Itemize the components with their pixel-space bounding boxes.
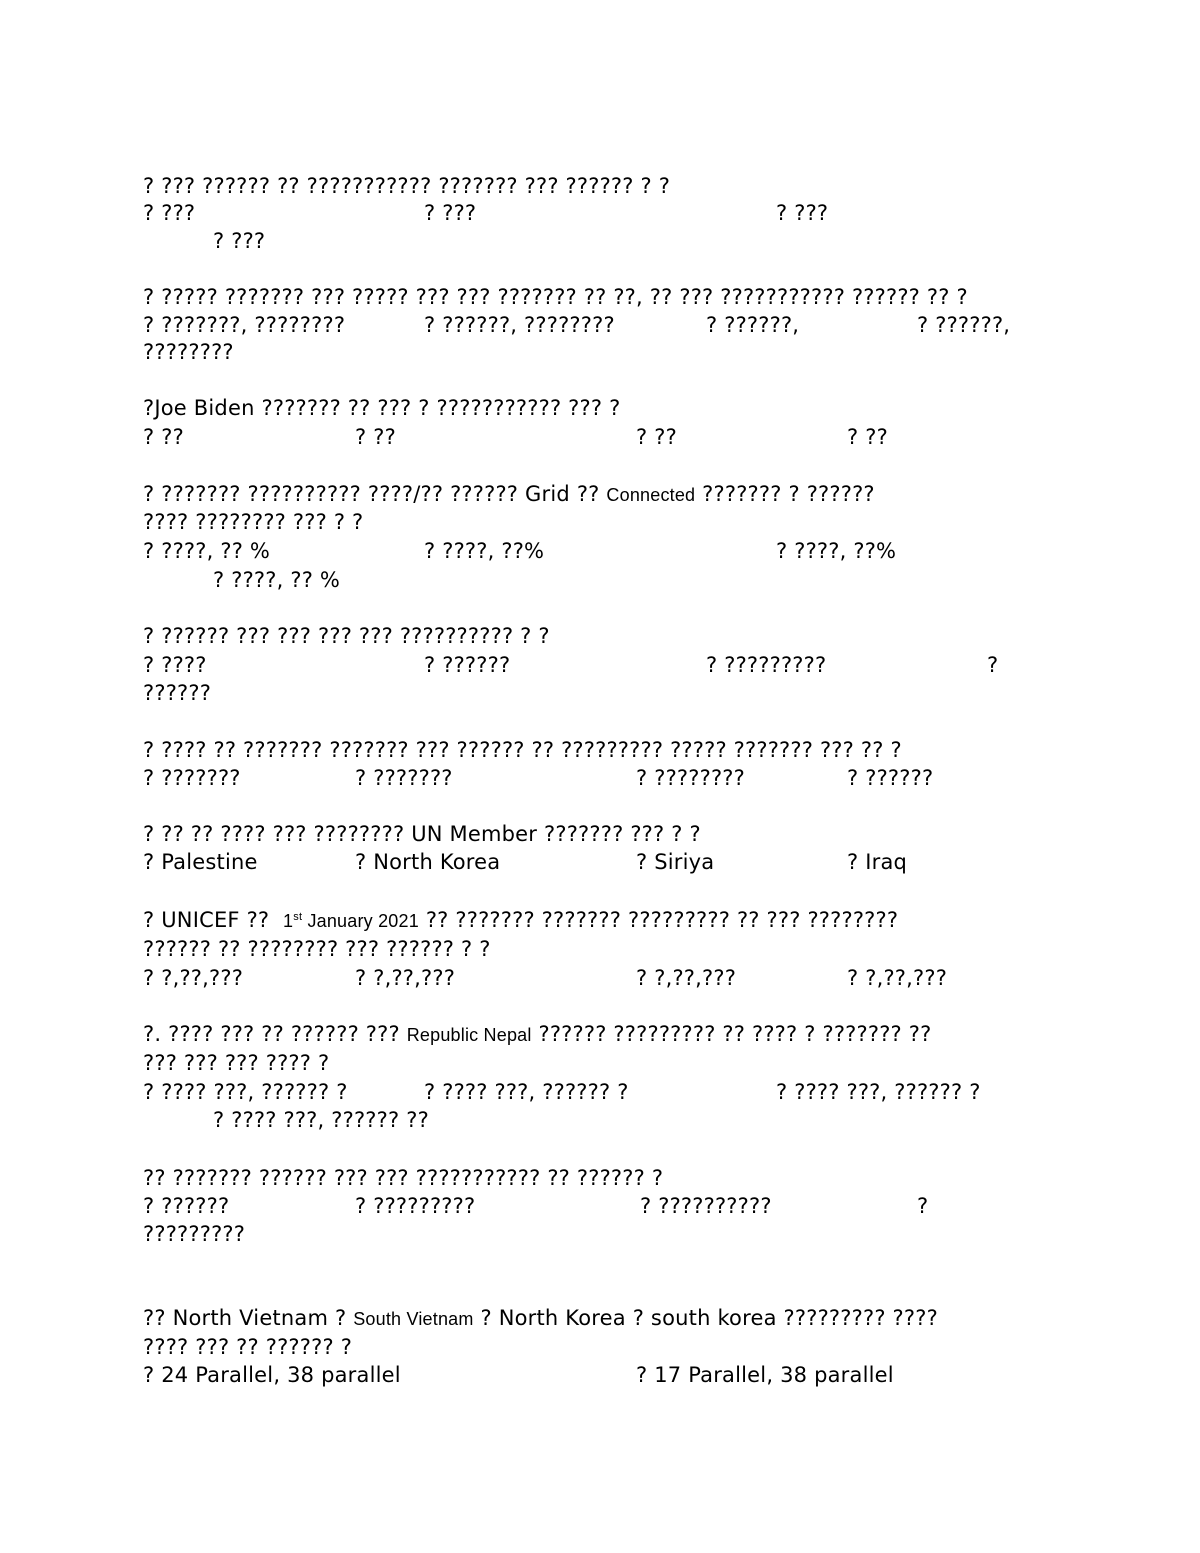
q10-question: ?? ??????? ?????? ??? ??? ??????????? ?? ?????? ?	[143, 1166, 664, 1190]
q4-option-b: ? ????, ??%	[424, 539, 545, 563]
q2-option-a: ? ???????, ????????	[143, 313, 346, 337]
q2-option-c: ? ??????,	[706, 313, 800, 337]
q8-option-b: ? ?,??,???	[355, 966, 456, 990]
q4-question-cont: ???? ???????? ??? ? ?	[143, 510, 364, 534]
q3-question	[143, 394, 620, 422]
q8-question-pre: ? UNICEF ??	[143, 908, 270, 932]
q4-option-a: ? ????, ?? %	[143, 539, 271, 563]
q10-option-d-cont: ?????????	[143, 1222, 246, 1246]
q1-option-b: ? ???	[424, 201, 477, 225]
q2-question: ? ????? ??????? ??? ????? ??? ??? ??????? ?? ??, ?? ??? ??????????? ?????? ?? ?	[143, 285, 968, 309]
q11-option-b: ? 17 Parallel, 38 parallel	[636, 1363, 894, 1387]
q5-option-d-cont: ??????	[143, 681, 212, 705]
q11-question-sv: South Vietnam	[353, 1309, 474, 1329]
q7-option-d: ? Iraq	[847, 850, 908, 874]
q5-option-a: ? ????	[143, 653, 207, 677]
q4-option-c: ? ????, ??%	[776, 539, 897, 563]
q11-question-pre: ?? North Vietnam ?	[143, 1306, 347, 1330]
q8-option-a: ? ?,??,???	[143, 966, 244, 990]
q10-option-d: ?	[917, 1194, 929, 1218]
q2-option-b: ? ??????, ????????	[424, 313, 615, 337]
q9-question-post: ?????? ????????? ?? ???? ? ??????? ??	[538, 1022, 932, 1046]
q10-option-a: ? ??????	[143, 1194, 230, 1218]
q2-option-d-cont: ????????	[143, 340, 234, 364]
q3-option-d: ? ??	[847, 425, 888, 449]
q3-question-name: Joe Biden	[154, 396, 255, 420]
q8-option-c: ? ?,??,???	[636, 966, 737, 990]
q6-option-c: ? ????????	[636, 766, 745, 790]
q9-option-b: ? ???? ???, ?????? ?	[424, 1080, 629, 1104]
q9-option-d: ? ???? ???, ?????? ??	[213, 1108, 429, 1132]
q7-question-post: ??????? ??? ? ?	[544, 822, 701, 846]
q8-question-date-rest: January 2021	[307, 911, 419, 931]
q11-question	[143, 1304, 938, 1333]
q9-question	[143, 1020, 931, 1049]
q4-question-grid: Grid	[525, 482, 570, 506]
q5-option-b: ? ??????	[424, 653, 511, 677]
q11-option-a: ? 24 Parallel, 38 parallel	[143, 1363, 401, 1387]
q6-question: ? ???? ?? ??????? ??????? ??? ?????? ?? ????????? ????? ??????? ??? ?? ?	[143, 738, 902, 762]
q3-option-c: ? ??	[636, 425, 677, 449]
q9-question-cont: ??? ??? ??? ???? ?	[143, 1051, 330, 1075]
q6-option-b: ? ???????	[355, 766, 453, 790]
q7-question	[143, 820, 701, 848]
q8-question-post: ?? ??????? ??????? ????????? ?? ??? ????????	[425, 908, 899, 932]
q7-option-a: ? Palestine	[143, 850, 258, 874]
q8-question-date-sup: st	[293, 911, 303, 923]
q1-option-d: ? ???	[213, 229, 266, 253]
q9-question-pre: ?. ???? ??? ?? ?????? ???	[143, 1022, 400, 1046]
q4-question-mid: ??	[576, 482, 600, 506]
q3-question-pre: ?	[143, 396, 155, 420]
q8-question-cont: ?????? ?? ???????? ??? ?????? ? ?	[143, 937, 491, 961]
q6-option-a: ? ???????	[143, 766, 241, 790]
q1-option-a: ? ???	[143, 201, 196, 225]
q4-option-d: ? ????, ?? %	[213, 568, 341, 592]
q8-option-d: ? ?,??,???	[847, 966, 948, 990]
q3-option-b: ? ??	[355, 425, 396, 449]
q1-question: ? ??? ?????? ?? ??????????? ??????? ??? ?????? ? ?	[143, 174, 671, 198]
q9-question-rep: Republic Nepal	[406, 1025, 532, 1045]
q6-option-d: ? ??????	[847, 766, 934, 790]
q7-option-b: ? North Korea	[355, 850, 501, 874]
q2-option-d: ? ??????,	[917, 313, 1011, 337]
q3-question-post: ??????? ?? ??? ? ??????????? ??? ?	[261, 396, 621, 420]
q5-option-c: ? ?????????	[706, 653, 827, 677]
q8-question-date	[283, 911, 419, 931]
q10-option-b: ? ?????????	[355, 1194, 476, 1218]
q7-option-c: ? Siriya	[636, 850, 715, 874]
q4-question	[143, 480, 875, 509]
q5-question: ? ?????? ??? ??? ??? ??? ?????????? ? ?	[143, 624, 550, 648]
q9-option-a: ? ???? ???, ?????? ?	[143, 1080, 348, 1104]
q4-question-post: ??????? ? ??????	[702, 482, 875, 506]
q4-question-pre: ? ??????? ?????????? ????/?? ??????	[143, 482, 519, 506]
q7-question-pre: ? ?? ?? ???? ??? ????????	[143, 822, 405, 846]
q1-option-c: ? ???	[776, 201, 829, 225]
q10-option-c: ? ??????????	[640, 1194, 772, 1218]
q3-option-a: ? ??	[143, 425, 184, 449]
q8-question-date-num: 1	[283, 911, 294, 931]
q5-option-d: ?	[987, 653, 999, 677]
q7-question-un: UN Member	[411, 822, 538, 846]
q4-question-connected: Connected	[606, 485, 696, 505]
q9-option-c: ? ???? ???, ?????? ?	[776, 1080, 981, 1104]
q11-question-post: ? North Korea ? south korea ????????? ????	[480, 1306, 938, 1330]
q8-question	[143, 906, 898, 935]
q11-question-cont: ???? ??? ?? ?????? ?	[143, 1335, 353, 1359]
